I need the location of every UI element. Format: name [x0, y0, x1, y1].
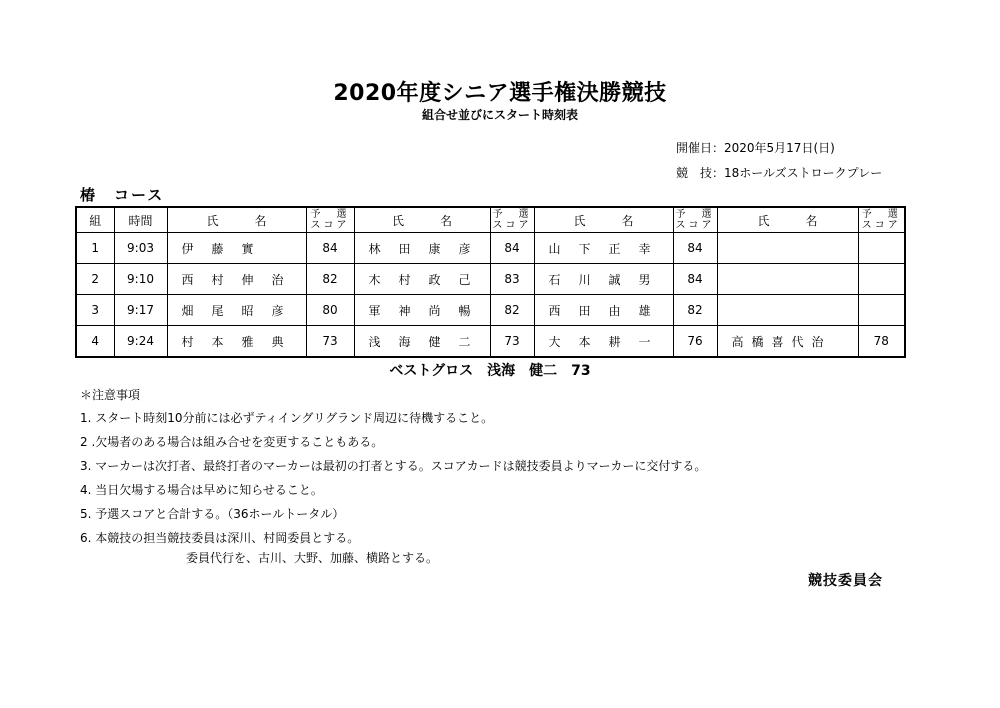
group-number: 2 [76, 264, 114, 295]
group-number: 1 [76, 233, 114, 264]
player-name: 畑尾昭彦 [167, 295, 306, 326]
note-item: 6. 本競技の担当競技委員は深川、村岡委員とする。 [80, 531, 360, 545]
note-item: 4. 当日欠場する場合は早めに知らせること。 [80, 483, 323, 497]
document-title: 2020年度シニア選手権決勝競技 [333, 81, 667, 106]
player-score [858, 295, 905, 326]
note-item: 3. マーカーは次打者、最終打者のマーカーは最初の打者とする。スコアカードは競技委員よりマーカーに交付する。 [80, 459, 707, 473]
player-score: 84 [306, 233, 354, 264]
player-score: 84 [673, 264, 717, 295]
player-score: 82 [306, 264, 354, 295]
player-score: 84 [490, 233, 534, 264]
start-time: 9:10 [114, 264, 167, 295]
time-header: 時間 [114, 207, 167, 233]
player-score: 76 [673, 326, 717, 358]
score-header-label: 予 選 スコア [310, 209, 350, 231]
document-subtitle: 組合せ並びにスタート時刻表 [421, 108, 578, 122]
note-item: 5. 予選スコアと合計する。（36ホールトータル） [80, 507, 345, 521]
player-score: 82 [673, 295, 717, 326]
player-name: 西村伸治 [167, 264, 306, 295]
table-header-row [76, 207, 905, 233]
player-score [858, 264, 905, 295]
player-score: 73 [306, 326, 354, 358]
table-row [76, 264, 905, 295]
course-name: 椿 コース [80, 186, 165, 204]
score-header [858, 207, 905, 233]
player-name: 高橋喜代治 [717, 326, 858, 358]
note-item: 1. スタート時刻10分前には必ずティイングリグランド周辺に待機すること。 [80, 411, 494, 425]
notes-heading: ＊注意事項 [80, 388, 141, 402]
start-time: 9:03 [114, 233, 167, 264]
name-header: 氏 名 [534, 207, 673, 233]
player-name: 山下正幸 [534, 233, 673, 264]
player-score: 84 [673, 233, 717, 264]
score-header-label: 予 選 スコア [675, 209, 715, 231]
player-name: 軍神尚暢 [354, 295, 490, 326]
player-name: 大本耕一 [534, 326, 673, 358]
player-name [717, 233, 858, 264]
tee-time-table [75, 206, 906, 358]
player-score: 83 [490, 264, 534, 295]
player-name: 西田由雄 [534, 295, 673, 326]
table-row [76, 295, 905, 326]
signature: 競技委員会 [808, 573, 883, 589]
score-header [673, 207, 717, 233]
table-row [76, 326, 905, 358]
start-time: 9:17 [114, 295, 167, 326]
player-score: 73 [490, 326, 534, 358]
name-header: 氏 名 [167, 207, 306, 233]
name-header: 氏 名 [717, 207, 858, 233]
player-name: 浅海健二 [354, 326, 490, 358]
player-name: 伊藤實 [167, 233, 306, 264]
note-item: 2 .欠場者のある場合は組み合せを変更することもある。 [80, 435, 384, 449]
group-number: 4 [76, 326, 114, 358]
player-name [717, 295, 858, 326]
player-name: 石川誠男 [534, 264, 673, 295]
player-name: 木村政己 [354, 264, 490, 295]
group-header: 組 [76, 207, 114, 233]
player-score: 78 [858, 326, 905, 358]
score-header [490, 207, 534, 233]
group-number: 3 [76, 295, 114, 326]
player-name: 林田康彦 [354, 233, 490, 264]
competition-format: 競 技：18ホールズストロークプレー [676, 166, 883, 180]
score-header [306, 207, 354, 233]
player-name: 村本雅典 [167, 326, 306, 358]
player-score: 82 [490, 295, 534, 326]
note-item-continuation: 委員代行を、古川、大野、加藤、横路とする。 [186, 551, 439, 565]
event-date: 開催日：2020年5月17日(日) [676, 141, 835, 155]
player-score [858, 233, 905, 264]
start-time: 9:24 [114, 326, 167, 358]
table-row [76, 233, 905, 264]
score-header-label: 予 選 スコア [492, 209, 532, 231]
score-header-label: 予 選 スコア [861, 209, 901, 231]
player-score: 80 [306, 295, 354, 326]
name-header: 氏 名 [354, 207, 490, 233]
player-name [717, 264, 858, 295]
best-gross: ベストグロス 浅海 健二 73 [389, 363, 591, 379]
